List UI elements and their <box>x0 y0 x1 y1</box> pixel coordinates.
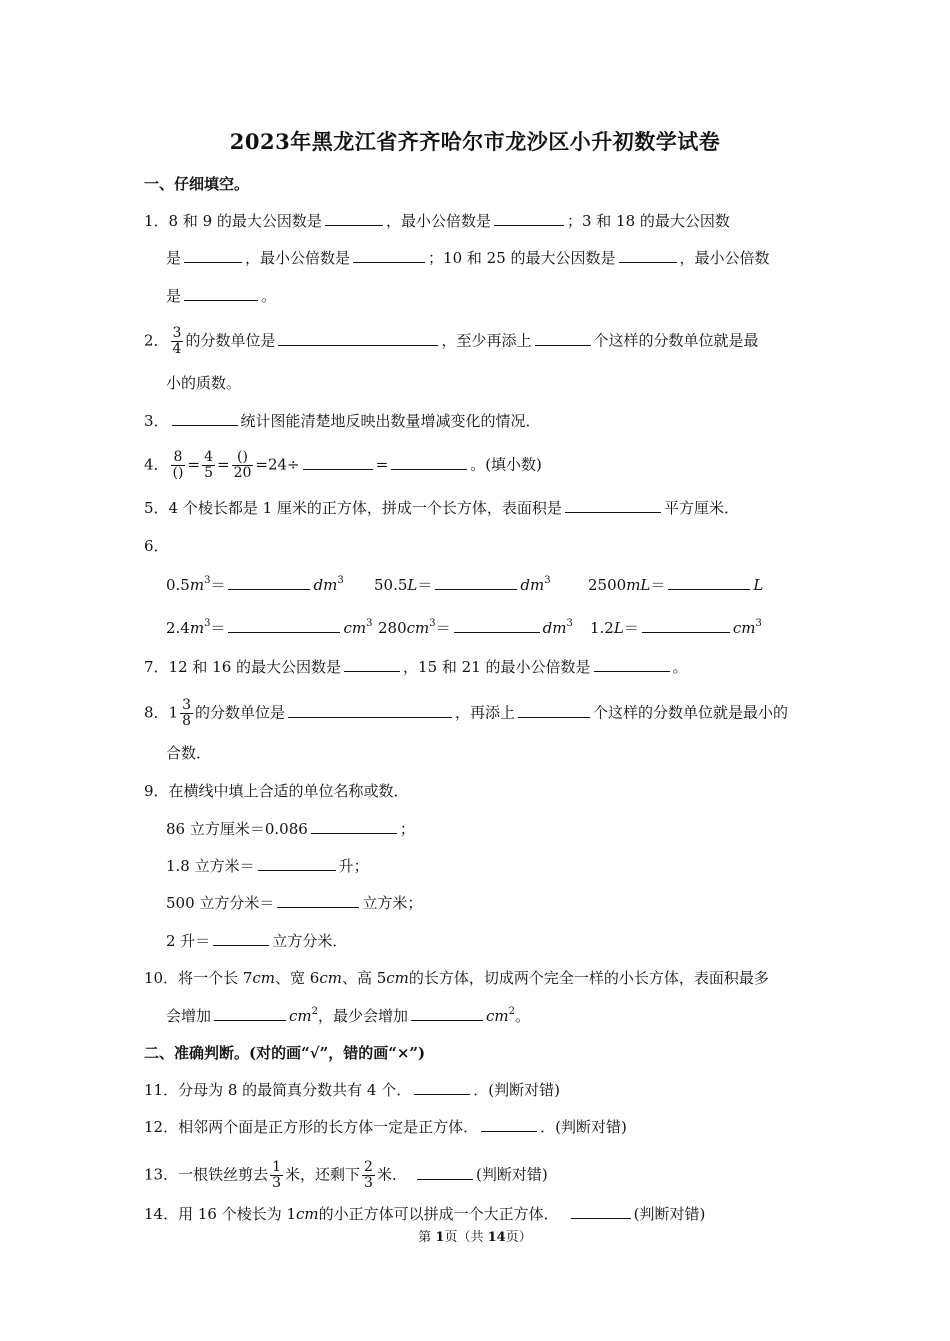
fraction: $\frac{4}{5}$ <box>204 449 213 481</box>
answer-blank[interactable] <box>518 702 590 718</box>
answer-blank[interactable] <box>668 574 750 590</box>
answer-blank[interactable] <box>303 454 373 470</box>
question-6-row-1: $0.5m^3= dm^3$ $50.5L= dm^3$ 2500mL＝ L <box>166 575 764 594</box>
fraction: $\frac{1}{3}$ <box>272 1159 282 1191</box>
section-heading-fill: 一、仔细填空。 <box>144 175 250 193</box>
question-10-line-1: 10．将一个长 7cm、宽 6cm、高 5cm的长方体，切成两个完全一样的小长方体，表面积最多 <box>144 969 769 987</box>
answer-blank[interactable] <box>325 210 383 226</box>
question-3: 3． 统计图能清楚地反映出数量增减变化的情况． <box>144 412 541 430</box>
fraction: $\frac{8}{()}$ <box>172 449 184 481</box>
question-10-line-2: 会增加 $cm^2$，最少会增加 $cm^2$。 <box>166 1006 531 1025</box>
answer-blank[interactable] <box>184 285 258 301</box>
question-2-line-2: 小的质数。 <box>166 374 242 392</box>
answer-blank[interactable] <box>619 247 677 263</box>
answer-blank[interactable] <box>277 892 359 908</box>
answer-blank[interactable] <box>435 574 517 590</box>
question-11: 11．分母为 8 的最简真分数共有 4 个． ．(判断对错) <box>144 1081 560 1099</box>
answer-blank[interactable] <box>535 330 591 346</box>
mixed-number: 1 $\frac{3}{8}$ <box>168 697 192 729</box>
fraction: $\frac{()}{20}$ <box>233 449 252 481</box>
answer-blank[interactable] <box>258 855 336 871</box>
answer-blank[interactable] <box>344 656 400 672</box>
question-9-line-2: 1.8 立方米＝ 升； <box>166 857 369 875</box>
answer-blank[interactable] <box>172 410 238 426</box>
question-9-line-1: 86 立方厘米＝0.086 ； <box>166 820 415 838</box>
answer-blank[interactable] <box>417 1164 473 1180</box>
question-8-line-2: 合数． <box>166 744 212 762</box>
answer-blank[interactable] <box>594 656 670 672</box>
answer-blank[interactable] <box>311 818 397 834</box>
question-13: 13．一根铁丝剪去 $\frac{1}{3}$ 米，还剩下 $\frac{2}{3}$ 米． (判断对错) <box>144 1159 548 1191</box>
question-2-line-1: 2． $\frac{3}{4}$ 的分数单位是 ，至少再添上 个这样的分数单位就是最 <box>144 325 759 357</box>
answer-blank[interactable] <box>494 210 564 226</box>
answer-blank[interactable] <box>642 617 730 633</box>
answer-blank[interactable] <box>414 1079 470 1095</box>
question-9-line-3: 500 立方分米＝ 立方米； <box>166 894 423 912</box>
answer-blank[interactable] <box>571 1203 631 1219</box>
question-6-row-2: $2.4m^3= cm^3$ $280cm^3= dm^3$ $1.2L= cm^3$ <box>166 618 762 637</box>
answer-blank[interactable] <box>228 617 340 633</box>
fraction: $\frac{3}{4}$ <box>172 325 182 357</box>
page-title: 2023年黑龙江省齐齐哈尔市龙沙区小升初数学试卷 <box>229 129 721 154</box>
question-5: 5．4 个棱长都是 1 厘米的正方体，拼成一个长方体，表面积是 平方厘米． <box>144 499 739 517</box>
answer-blank[interactable] <box>391 454 467 470</box>
answer-blank[interactable] <box>213 930 269 946</box>
question-1-line-3: 是 。 <box>166 287 277 305</box>
question-1-line-2: 是 ，最小公倍数是 ；10 和 25 的最大公因数是 ，最小公倍数 <box>166 249 770 267</box>
question-14: 14．用 16 个棱长为 1cm的小正方体可以拼成一个大正方体． (判断对错) <box>144 1205 706 1223</box>
answer-blank[interactable] <box>481 1116 537 1132</box>
answer-blank[interactable] <box>288 702 452 718</box>
fraction: $\frac{2}{3}$ <box>364 1159 373 1191</box>
question-9-line-4: 2 升＝ 立方分米． <box>166 932 348 950</box>
page-footer: 第 1页（共 14页） <box>418 1230 532 1245</box>
question-9-prompt: 9．在横线中填上合适的单位名称或数． <box>144 782 409 800</box>
question-4: 4． $\frac{8}{()}$ = $\frac{4}{5}$ = $\frac{()}{20}$ =24÷ = 。(填小数) <box>144 449 542 481</box>
question-1-line-1: 1．8 和 9 的最大公因数是 ，最小公倍数是 ；3 和 18 的最大公因数 <box>144 212 730 230</box>
question-7: 7．12 和 16 的最大公因数是 ，15 和 21 的最小公倍数是 。 <box>144 658 688 676</box>
answer-blank[interactable] <box>411 1005 483 1021</box>
answer-blank[interactable] <box>278 330 438 346</box>
question-6-label: 6． <box>144 537 169 555</box>
answer-blank[interactable] <box>565 497 661 513</box>
section-heading-judge: 二、准确判断。(对的画“√”，错的画“×”) <box>144 1044 426 1062</box>
answer-blank[interactable] <box>353 247 425 263</box>
answer-blank[interactable] <box>228 574 310 590</box>
answer-blank[interactable] <box>454 617 540 633</box>
answer-blank[interactable] <box>184 247 242 263</box>
question-8-line-1: 8．1 $\frac{3}{8}$ 的分数单位是 ，再添上 个这样的分数单位就是最小的 <box>144 697 789 729</box>
question-12: 12．相邻两个面是正方形的长方体一定是正方体． ．(判断对错) <box>144 1118 627 1136</box>
answer-blank[interactable] <box>214 1005 286 1021</box>
